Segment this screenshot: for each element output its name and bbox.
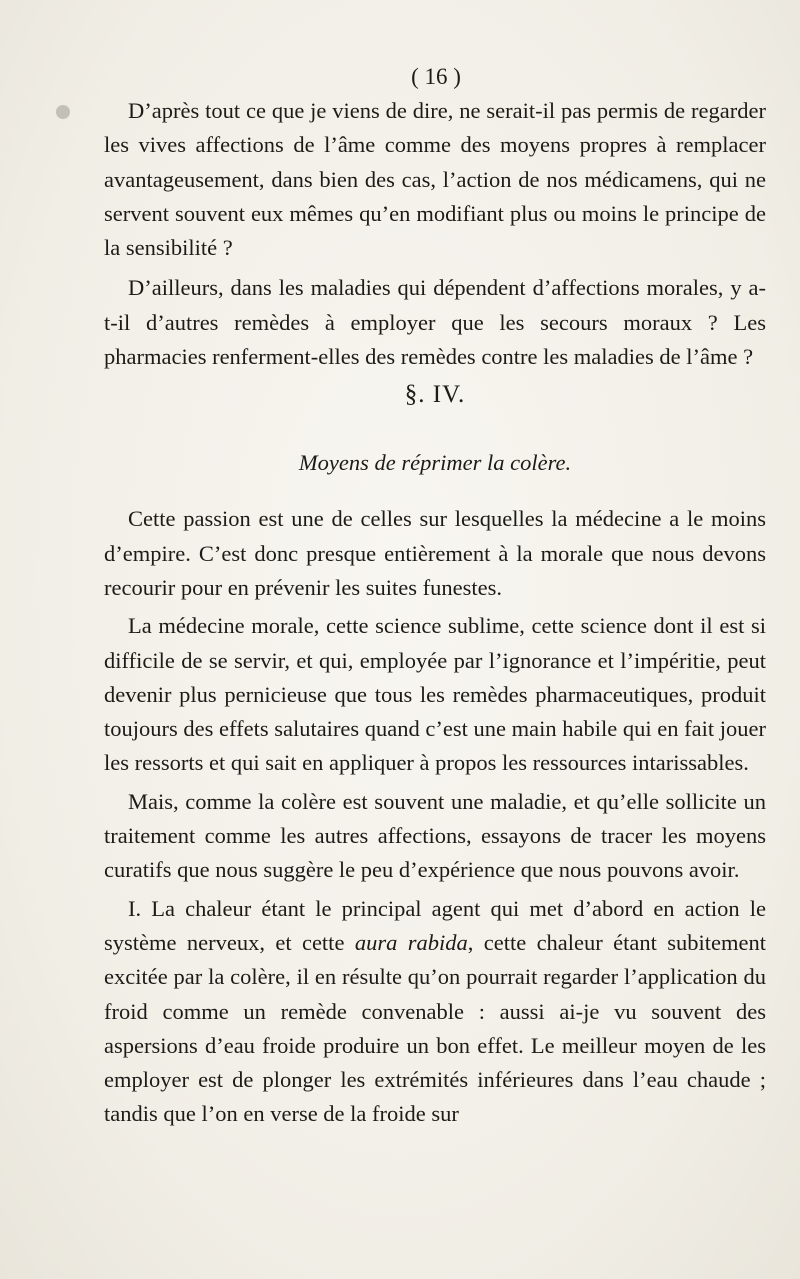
paragraph: D’après tout ce que je viens de dire, ne serait-il pas permis de regarder les vives affections de l’âme comme des moyens propres à remplacer avantageusement, dans bien des cas, l’action de nos médicamens, qui ne servent souvent eux mêmes qu’en modifiant plus ou moins le principe de la sensibilité ?: [104, 98, 766, 261]
section-number: §. IV.: [404, 381, 466, 409]
paragraph-text: , cette chaleur étant subitement excitée par la colère, il en résulte qu’on pourrait regarder l’application du froid comme un remède convenable : aussi ai-je vu souvent des aspersions d’eau froide produire un bon effet. Le meilleur moyen de les employer est de plonger les extrémités inférieures dans l’eau chaude ; tandis que l’on en verse de la froide sur: [104, 929, 766, 1127]
section-title: Moyens de réprimer la colère.: [298, 450, 572, 476]
paragraph: Mais, comme la colère est souvent une maladie, et qu’elle sollicite un traitement comme les autres affections, essayons de tracer les moyens curatifs que nous suggère le peu d’expérience que nous pouvons avoir.: [104, 788, 766, 883]
page-number: ( 16 ): [411, 64, 461, 89]
paragraph: D’ailleurs, dans les maladies qui dépendent d’affections morales, y a-t-il d’autres remèdes à employer que les secours moraux ? Les pharmacies renferment-elles des remèdes contre les maladies de l’âme ?: [104, 275, 766, 370]
paragraph-text: I. La chaleur étant le principal agent qui met d’abord en action le système nerveux, et cette: [104, 895, 766, 955]
paragraph: Cette passion est une de celles sur lesquelles la médecine a le moins d’empire. C’est donc presque entièrement à la morale que nous devons recourir pour en prévenir les suites funestes.: [104, 506, 766, 600]
paragraph-numbered: [104, 892, 766, 1132]
paragraph: La médecine morale, cette science sublime, cette science dont il est si difficile de se servir, et qui, employée par l’ignorance et l’impéritie, peut devenir plus pernicieuse que tous les remèdes pharmaceutiques, produit toujours des effets salutaires quand c’est une main habile qui en fait jouer les ressorts et qui sait en appliquer à propos les ressources intarissables.: [104, 613, 766, 776]
italic-term: aura rabida: [354, 929, 468, 955]
ink-blot: [56, 105, 70, 119]
